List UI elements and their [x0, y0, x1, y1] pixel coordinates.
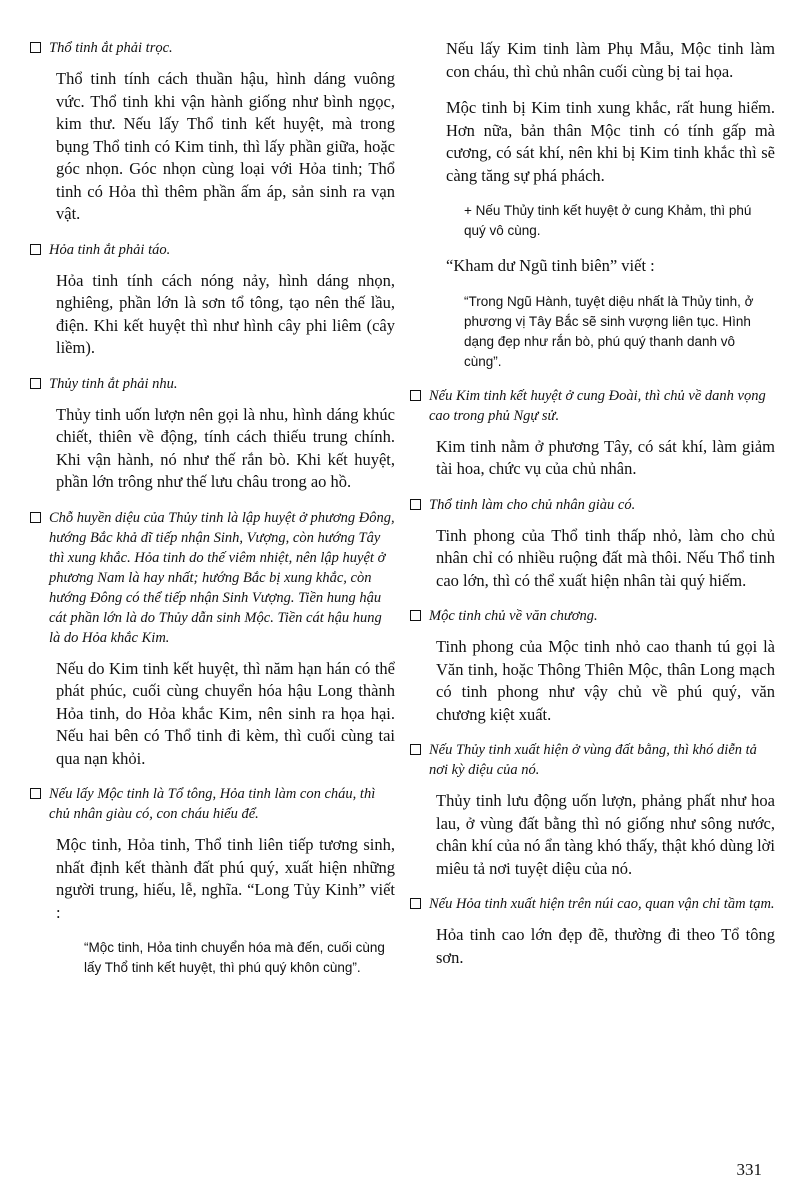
quote: + Nếu Thủy tinh kết huyệt ở cung Khảm, thì phú quý vô cùng.: [464, 203, 752, 238]
paragraph: Hỏa tinh tính cách nóng nảy, hình dáng nhọn, nghiêng, phần lớn là sơn tổ tông, tạo nên thế lầu, điện. Khi kết huyệt thì như hình cây phi liêm (cây liềm).: [56, 270, 395, 357]
left-column: [30, 38, 395, 992]
section-heading: [30, 240, 395, 260]
checkbox-icon: [410, 898, 421, 909]
heading-text: Nếu Hỏa tinh xuất hiện trên núi cao, quan vận chỉ tầm tạm.: [429, 896, 775, 912]
heading-text: Nếu Kim tinh kết huyệt ở cung Đoài, thì chủ về danh vọng cao trong phủ Ngự sử.: [429, 387, 766, 424]
heading-text: Thổ tinh ắt phải trọc.: [49, 40, 173, 56]
section-heading: [410, 386, 775, 426]
page-number: 331: [736, 1160, 762, 1179]
right-column: [410, 38, 775, 983]
paragraph: Kim tinh nằm ở phương Tây, có sát khí, làm giảm tài hoa, chức vụ của chủ nhân.: [436, 436, 775, 478]
section-heading: [410, 495, 775, 515]
paragraph: Mộc tinh, Hỏa tinh, Thổ tinh liên tiếp tương sinh, nhất định kết thành đất phú quý, xuất hiện những người trung, hiếu, lễ, nghĩa. “Long Tủy Kinh” viết :: [56, 835, 395, 922]
paragraph: Nếu do Kim tinh kết huyệt, thì năm hạn hán có thể phát phúc, cuối cùng chuyển hóa hậu Long thành Hỏa tinh, do Hỏa khắc Kim, nên sinh ra họa hại. Nếu hai bên có Thổ tinh đi kèm, thì cuối cùng tai qua nạn khỏi.: [56, 658, 395, 768]
checkbox-icon: [30, 42, 41, 53]
checkbox-icon: [410, 499, 421, 510]
checkbox-icon: [410, 744, 421, 755]
checkbox-icon: [410, 390, 421, 401]
paragraph: Thủy tinh lưu động uốn lượn, phảng phất như hoa lau, ở vùng đất bằng thì nó giống như sông nước, chân khí của nó ẩn tàng khó thấy, thật khó dùng lời miêu tả nơi tuyệt diệu của nó.: [436, 791, 775, 878]
section-heading: [30, 784, 395, 824]
section-heading: [410, 894, 775, 914]
quote: “Trong Ngũ Hành, tuyệt diệu nhất là Thủy tinh, ở phương vị Tây Bắc sẽ sinh vượng liên tục. Hình dạng đẹp như rắn bò, phú quý thanh danh vô cùng”.: [464, 293, 754, 369]
heading-text: Nếu lấy Mộc tinh là Tổ tông, Hỏa tinh làm con cháu, thì chủ nhân giàu có, con cháu hiếu để.: [49, 786, 376, 822]
paragraph: Nếu lấy Kim tinh làm Phụ Mẫu, Mộc tinh làm con cháu, thì chủ nhân cuối cùng bị tai họa.: [446, 39, 775, 81]
heading-text: Chỗ huyền diệu của Thủy tinh là lập huyệt ở phương Đông, hướng Bắc khả dĩ tiếp nhận Sinh, Vượng, còn hướng Tây thì xung khắc. Hỏa tinh do thế viêm nhiệt, nên lập huyệt ở phương Nam là hay nhất; hướng Bắc bị xung khắc, còn hướng Đông có thể tiếp nhận Sinh Vượng. Tiền hung hậu cát phần lớn là do Thủy dẫn sinh Mộc. Tiền cát hậu hung là do Hỏa khắc Kim.: [49, 509, 395, 646]
checkbox-icon: [30, 244, 41, 255]
paragraph: Thổ tinh tính cách thuần hậu, hình dáng vuông vức. Thổ tinh khi vận hành giống như bình ngọc, kim thư. Nếu lấy Thổ tinh kết huyệt, mà trong bụng Thổ tinh có Kim tinh, thì lấy phần giữa, hoặc góc nhọn. Góc nhọn cùng loại với Hỏa tinh; Thổ tinh có Hỏa thì thêm phần ấm áp, sản sinh ra vạn vật.: [56, 69, 395, 223]
checkbox-icon: [30, 788, 41, 799]
heading-text: Thủy tinh ắt phải nhu.: [49, 375, 178, 392]
checkbox-icon: [30, 378, 41, 389]
paragraph: Tinh phong của Mộc tinh nhỏ cao thanh tú gọi là Văn tinh, hoặc Thông Thiên Mộc, thân Long mạch có tinh phong như vậy chủ về phú quý, văn chương kiệt xuất.: [436, 637, 775, 724]
quote: “Mộc tinh, Hỏa tinh chuyển hóa mà đến, cuối cùng lấy Thổ tinh kết huyệt, thì phú quý khôn cùng”.: [84, 940, 385, 975]
paragraph: “Kham dư Ngũ tinh biên” viết :: [446, 256, 655, 275]
paragraph: Mộc tinh bị Kim tinh xung khắc, rất hung hiểm. Hơn nữa, bản thân Mộc tinh có tính gấp mà cương, có sát khí, nên khi bị Kim tinh khắc thì sẽ càng tăng sự phá phách.: [446, 98, 775, 185]
paragraph: Hỏa tinh cao lớn đẹp đẽ, thường đi theo Tổ tông sơn.: [436, 925, 775, 967]
checkbox-icon: [30, 512, 41, 523]
heading-text: Hỏa tinh ắt phải táo.: [49, 241, 171, 258]
section-heading: [410, 606, 775, 626]
heading-text: Thổ tinh làm cho chủ nhân giàu có.: [429, 496, 636, 513]
paragraph: Thủy tinh uốn lượn nên gọi là nhu, hình dáng khúc chiết, thiên về động, tính cách thiếu trung chính. Khi vận hành, nó như thế rắn bò. Khi kết huyệt, phần lớn trông như thế lưu châu trong ao hồ.: [56, 404, 395, 491]
section-heading: [410, 740, 775, 780]
paragraph: Tinh phong của Thổ tinh thấp nhỏ, làm cho chủ nhân chỉ có nhiều ruộng đất mà thôi. Nếu Thổ tinh cao lớn, thì có thể xuất hiện nhân tài quý hiếm.: [436, 525, 775, 590]
heading-text: Mộc tinh chủ về văn chương.: [429, 608, 598, 624]
checkbox-icon: [410, 610, 421, 621]
section-heading: [30, 508, 395, 648]
section-heading: [30, 38, 395, 58]
heading-text: Nếu Thủy tinh xuất hiện ở vùng đất bằng, thì khó diễn tả nơi kỳ diệu của nó.: [429, 742, 757, 778]
section-heading: [30, 374, 395, 394]
